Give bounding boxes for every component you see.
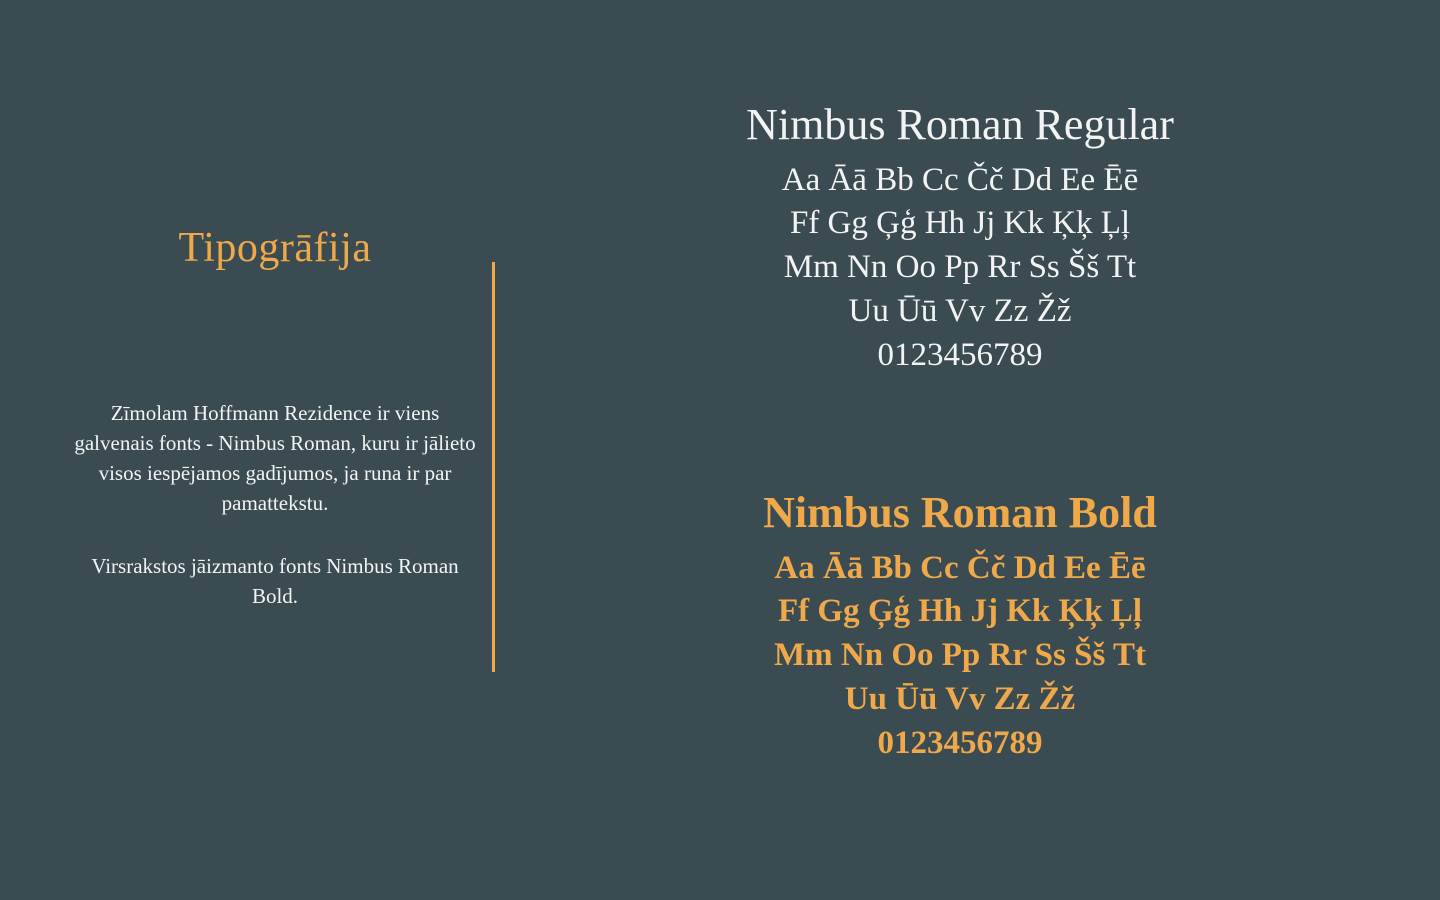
specimen-line: Ff Gg Ģģ Hh Jj Kk Ķķ Ļļ: [789, 205, 1131, 242]
description-block: [60, 399, 490, 612]
page-title: Tipogrāfija: [178, 225, 372, 271]
specimen-line: 0123456789: [877, 337, 1043, 374]
specimen-line: Uu Ūū Vv Zz Žž: [848, 293, 1072, 330]
specimen-line: Mm Nn Oo Pp Rr Ss Šš Tt: [783, 249, 1137, 286]
specimen-line: Mm Nn Oo Pp Rr Ss Šš Tt: [774, 637, 1146, 674]
vertical-divider: [492, 262, 495, 672]
specimen-bold-lines: [560, 547, 1360, 766]
description-paragraph-1: Zīmolam Hoffmann Rezidence ir viens galvenais fonts - Nimbus Roman, kuru ir jālieto visos iespējamos gadījumos, ja runa ir par pamattekstu.: [74, 401, 476, 515]
specimen-line: Uu Ūū Vv Zz Žž: [844, 681, 1076, 718]
specimen-bold-name: Nimbus Roman Bold: [763, 487, 1157, 537]
specimen-line: Ff Gg Ģģ Hh Jj Kk Ķķ Ļļ: [778, 593, 1142, 630]
specimen-bold: [560, 488, 1360, 766]
specimen-line: Aa Āā Bb Cc Čč Dd Ee Ēē: [774, 549, 1146, 586]
specimen-line: 0123456789: [877, 725, 1043, 762]
specimen-regular: [560, 100, 1360, 378]
right-column: [560, 100, 1360, 766]
specimen-regular-lines: [560, 159, 1360, 378]
specimen-regular-name: Nimbus Roman Regular: [746, 100, 1174, 149]
specimen-line: Aa Āā Bb Cc Čč Dd Ee Ēē: [781, 161, 1139, 198]
left-column: [60, 225, 490, 612]
description-paragraph-2: Virsrakstos jāizmanto fonts Nimbus Roman Bold.: [91, 554, 459, 609]
